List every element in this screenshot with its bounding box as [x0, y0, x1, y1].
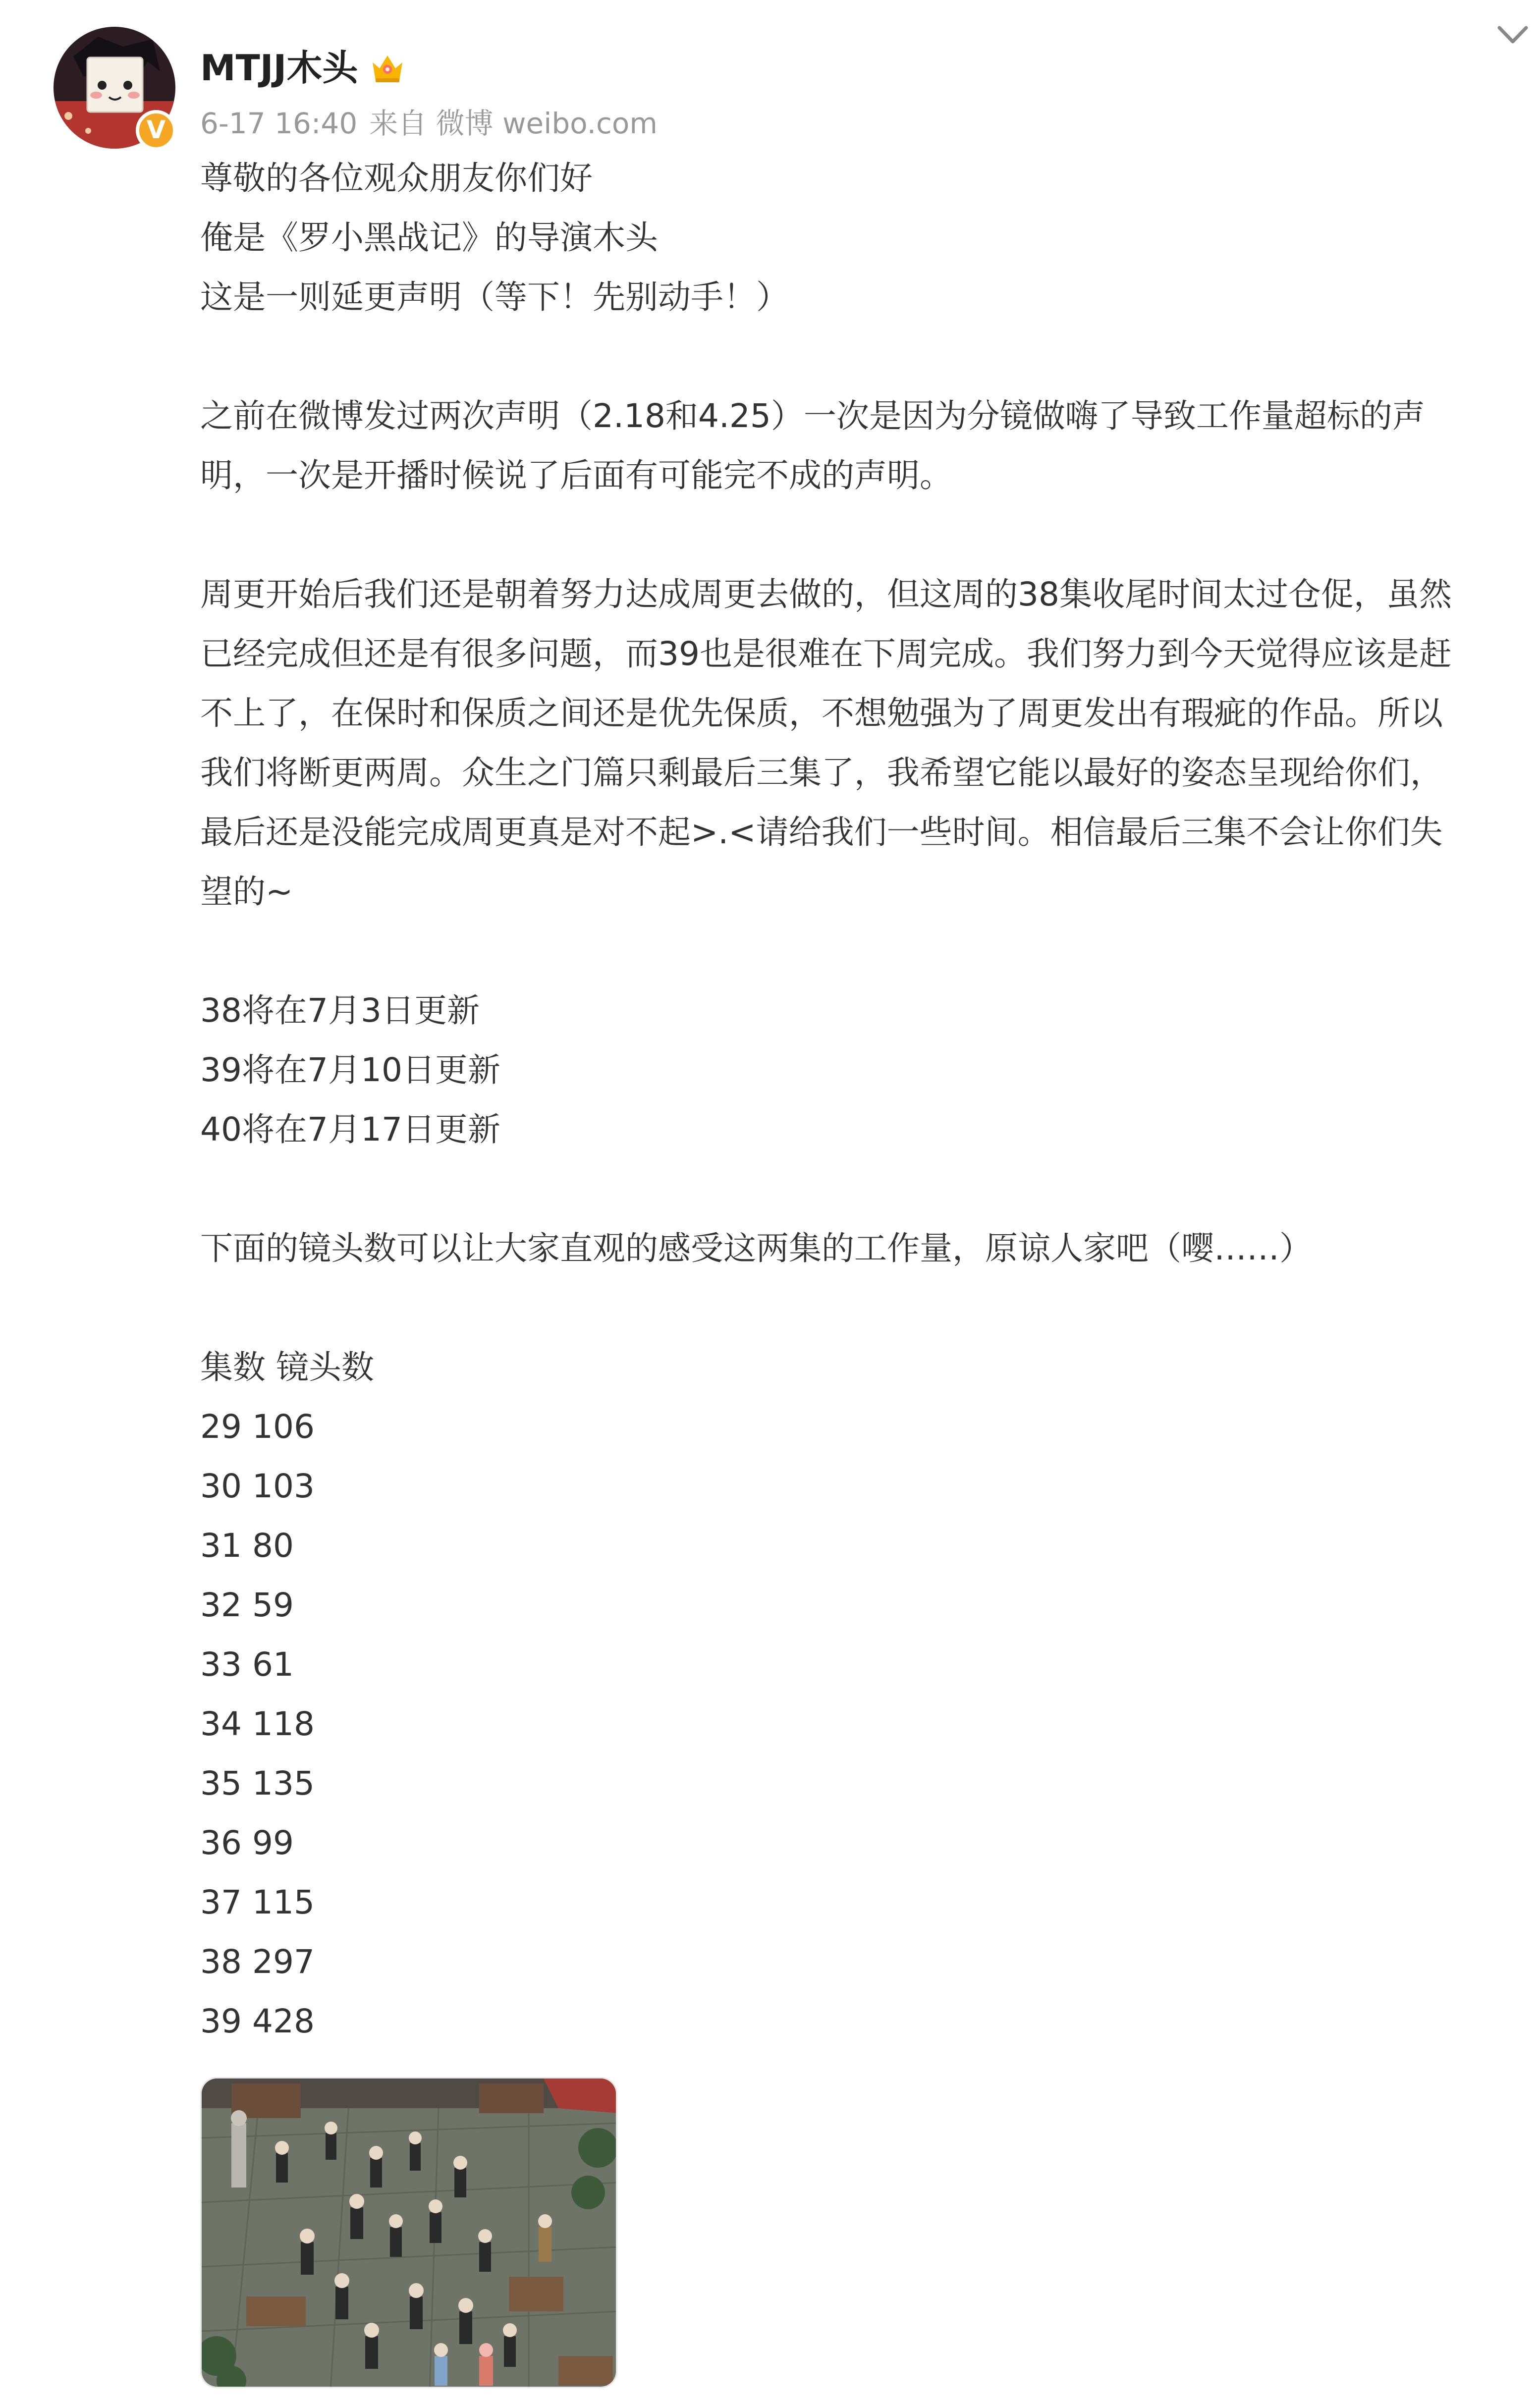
shots-note: 下面的镜头数可以让大家直观的感受这两集的工作量，原谅人家吧（嘤……）: [200, 1229, 1312, 1267]
paragraph-line: 我们将断更两周。众生之门篇只剩最后三集了，我希望它能以最好的姿态呈现给你们，: [200, 754, 1443, 792]
post-image-thumbnail[interactable]: [200, 2077, 617, 2388]
paragraph-line: 之前在微博发过两次声明（2.18和4.25）一次是因为分镜做嗨了导致工作量超标的声: [200, 397, 1425, 435]
post-date[interactable]: 6-17 16:40: [200, 107, 358, 140]
intro-line-2: 俺是《罗小黑战记》的导演木头: [200, 219, 658, 257]
shots-table-row: 39 428: [200, 2002, 315, 2040]
paragraph-line: 最后还是没能完成周更真是对不起>.<请给我们一些时间。相信最后三集不会让你们失: [200, 813, 1443, 851]
shots-table-row: 35 135: [200, 1764, 315, 1803]
post-header: [0, 0, 1540, 164]
chevron-down-icon[interactable]: [1496, 23, 1529, 47]
schedule-line: 39将在7月10日更新: [200, 1051, 500, 1089]
intro-line-1: 尊敬的各位观众朋友你们好: [200, 159, 593, 197]
paragraph-line: 望的~: [200, 873, 293, 911]
shots-table-row: 32 59: [200, 1586, 294, 1624]
paragraph-previous-statements: [200, 386, 1538, 505]
author-name[interactable]: MTJJ木头: [200, 47, 358, 89]
post-body: [200, 149, 1538, 2051]
vip-crown-icon[interactable]: [370, 51, 405, 85]
shots-table-row: 29 106: [200, 1408, 315, 1446]
schedule-line: 38将在7月3日更新: [200, 991, 480, 1030]
intro-line-3: 这是一则延更声明（等下！先别动手！）: [200, 278, 789, 316]
paragraph-line: 周更开始后我们还是朝着努力达成周更去做的，但这周的38集收尾时间太过仓促，虽然: [200, 575, 1452, 613]
shots-table-row: 31 80: [200, 1527, 294, 1565]
shots-table-row: 34 118: [200, 1705, 315, 1743]
animation-still-crowd-scene: [202, 2078, 617, 2388]
shots-table-row: 38 297: [200, 1943, 315, 1981]
paragraph-line: 不上了，在保时和保质之间还是优先保质，不想勉强为了周更发出有瑕疵的作品。所以: [200, 694, 1443, 732]
paragraph-delay-reason: [200, 565, 1538, 922]
paragraph-line: 明，一次是开播时候说了后面有可能完不成的声明。: [200, 456, 952, 494]
shots-table-row: 30 103: [200, 1467, 315, 1505]
post-source: 来自 微博 weibo.com: [369, 107, 658, 140]
shots-table-row: 37 115: [200, 1883, 315, 1921]
paragraph-line: 已经完成但还是有很多问题，而39也是很难在下周完成。我们努力到今天觉得应该是赶: [200, 635, 1452, 673]
shots-table-row: 36 99: [200, 1824, 294, 1862]
schedule-line: 40将在7月17日更新: [200, 1110, 500, 1148]
verified-v-icon: V: [136, 110, 176, 151]
shots-table-row: 33 61: [200, 1645, 294, 1684]
shots-table-header: 集数 镜头数: [200, 1348, 374, 1386]
post-meta: [200, 106, 669, 141]
